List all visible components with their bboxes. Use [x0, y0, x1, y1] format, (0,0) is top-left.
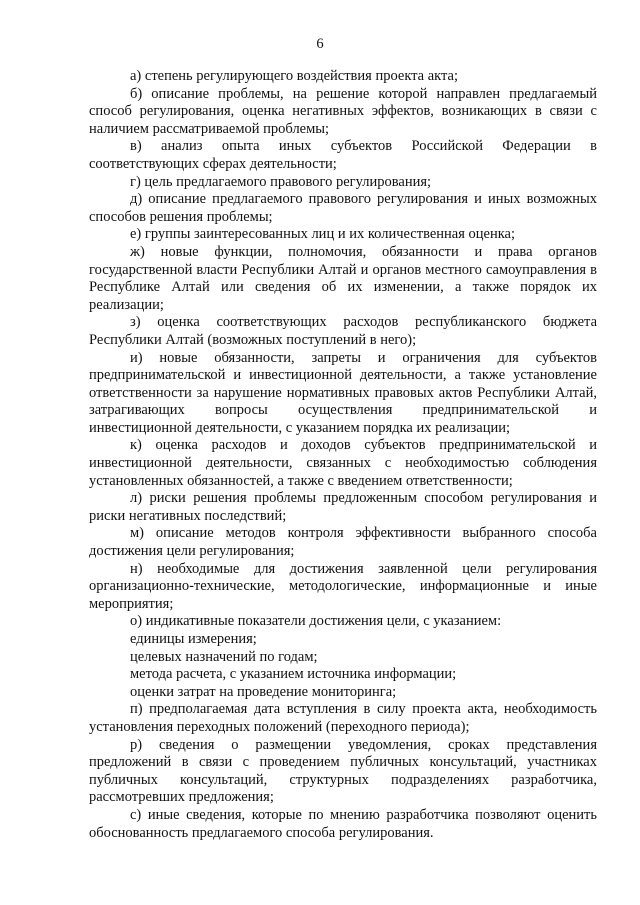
paragraph-a: а) степень регулирующего воздействия проекта акта; [130, 68, 459, 84]
paragraph-v: в) анализ опыта иных субъектов Российской Федерации в соответствующих сферах деятельности; [89, 138, 597, 172]
paragraph-s: с) иные сведения, которые по мнению разработчика позволяют оценить обоснованность предлагаемого способа регулирования. [89, 806, 597, 841]
paragraph-e: е) группы заинтересованных лиц и их количественная оценка; [130, 226, 516, 243]
paragraph-g: г) цель предлагаемого правового регулирования; [130, 173, 432, 190]
subitem-targets-by-year: целевых назначений по годам; [130, 648, 318, 665]
paragraph-m: м) описание методов контроля эффективности выбранного способа достижения цели регулирования; [89, 525, 597, 560]
page-number: 6 [316, 36, 324, 52]
paragraph-l: л) риски решения проблемы предложенным способом регулирования и риски негативных последствий; [89, 490, 597, 524]
subitem-calculation-method: метода расчета, с указанием источника информации; [130, 666, 457, 683]
paragraph-zh: ж) новые функции, полномочия, обязанности и права органов государственной власти Республики Алтай и органов местного самоуправления в Республике Алтай или сведения об их изменении, а также порядок их реализации; [89, 243, 597, 313]
paragraph-b: б) описание проблемы, на решение которой направлен предлагаемый способ регулирования, оценка негативных эффектов, возникающих в связи с наличием рассматриваемой проблемы; [89, 85, 597, 137]
paragraph-k: к) оценка расходов и доходов субъектов предпринимательской и инвестиционной деятельности, связанных с необходимостью соблюдения установленных обязанностей, а также с введением ответственности; [89, 437, 597, 489]
subitem-monitoring-costs: оценки затрат на проведение мониторинга; [130, 683, 397, 700]
paragraph-d: д) описание предлагаемого правового регулирования и иных возможных способов решения проблемы; [89, 191, 597, 225]
subitem-units: единицы измерения; [130, 631, 257, 647]
paragraph-p: п) предполагаемая дата вступления в силу проекта акта, необходимость установления переходных положений (переходного периода); [89, 701, 597, 735]
paragraph-o: о) индикативные показатели достижения цели, с указанием: [130, 613, 502, 630]
paragraph-z: з) оценка соответствующих расходов республиканского бюджета Республики Алтай (возможных поступлений в него); [89, 314, 597, 348]
document-body [89, 68, 597, 842]
paragraph-r: р) сведения о размещении уведомления, сроках представления предложений в связи с проведением публичных консультаций, участниках публичных консультаций, структурных подразделениях разработчика, рассмотревших предложения; [89, 736, 597, 806]
paragraph-i: и) новые обязанности, запреты и ограничения для субъектов предпринимательской и инвестиционной деятельности, а также установление ответственности за нарушение нормативных правовых актов Республики Алтай, затрагивающих вопросы осуществления предпринимательской и инвестиционной деятельности, с указанием порядка их реализации; [89, 349, 597, 436]
paragraph-n: н) необходимые для достижения заявленной цели регулирования организационно-технические, методологические, информационные и иные мероприятия; [89, 560, 597, 612]
